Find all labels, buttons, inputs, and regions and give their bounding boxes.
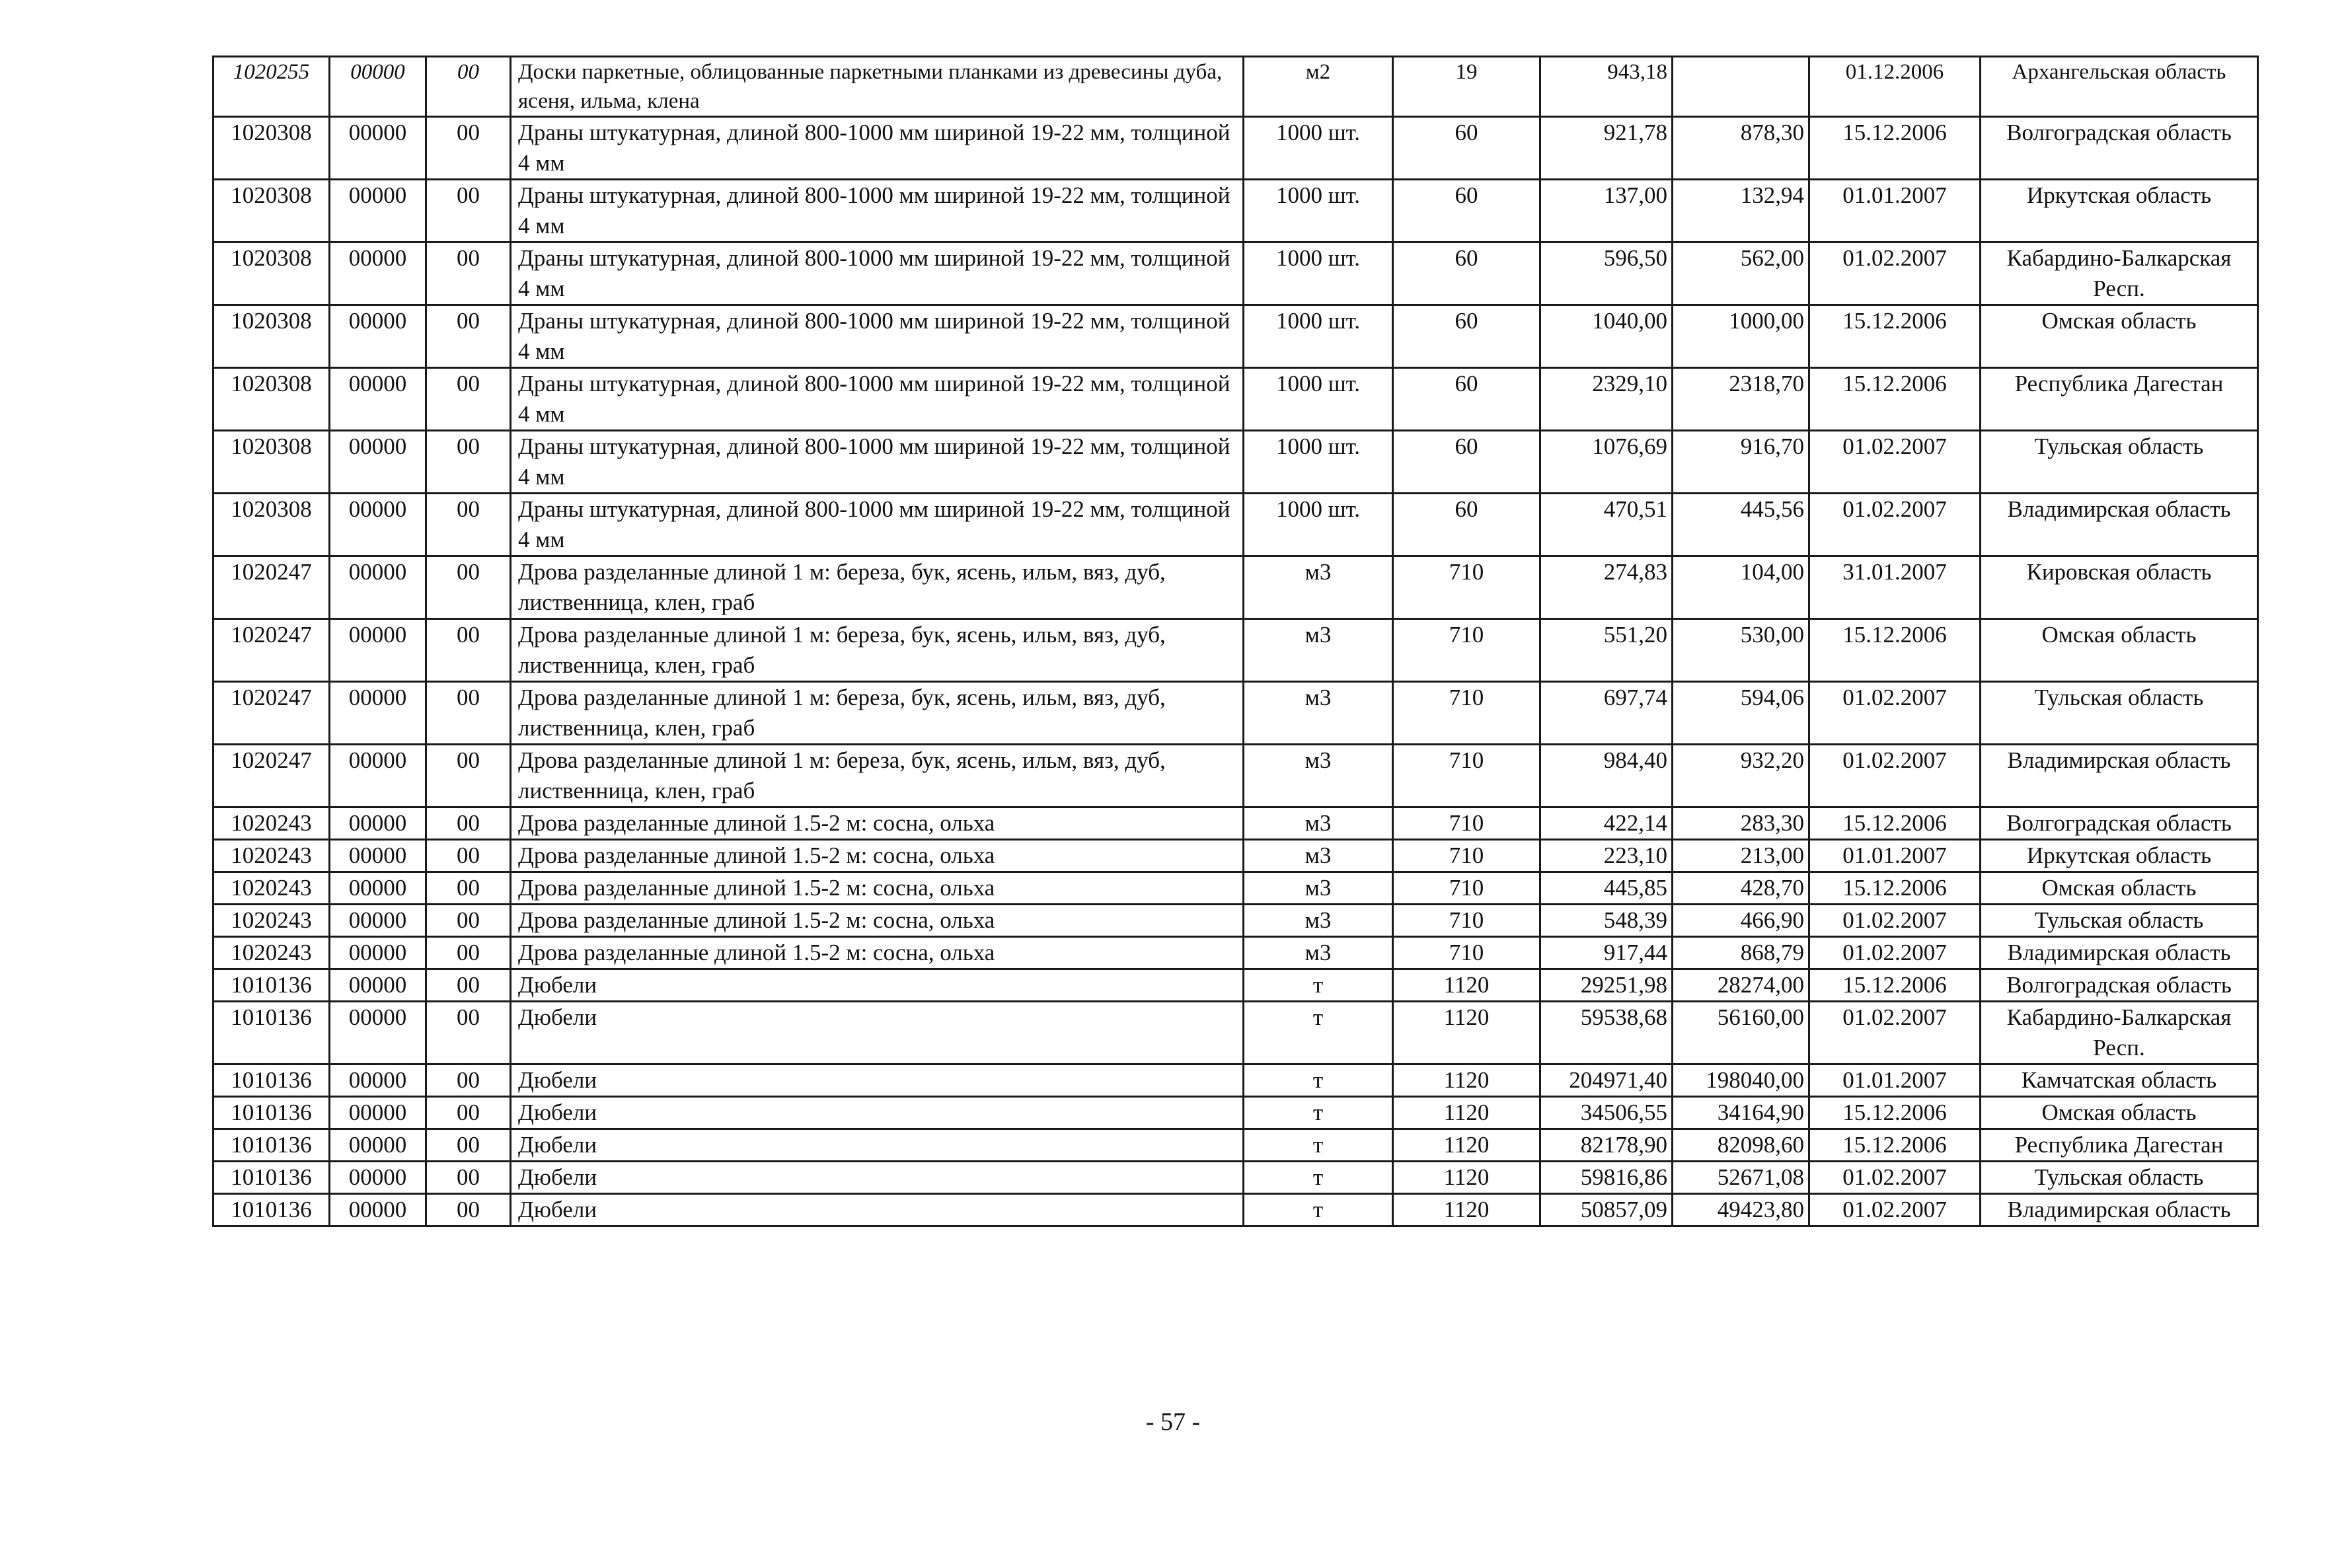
price-cell: 2329,10 — [1540, 368, 1673, 431]
quantity-cell: 1120 — [1393, 969, 1540, 1002]
unit-cell: м3 — [1244, 840, 1393, 872]
subcode2-cell: 00 — [426, 117, 511, 180]
quantity-cell: 1120 — [1393, 1129, 1540, 1162]
item-name-cell: Дюбели — [511, 1129, 1244, 1162]
date-cell: 15.12.2006 — [1809, 807, 1981, 840]
subcode-cell: 00000 — [330, 57, 426, 117]
region-cell: Тульская область — [1981, 1162, 2258, 1194]
date-cell: 01.01.2007 — [1809, 180, 1981, 243]
table-row — [213, 745, 2258, 807]
item-code-cell: 1010136 — [213, 969, 330, 1002]
quantity-cell: 710 — [1393, 905, 1540, 937]
item-name-cell: Дрова разделанные длиной 1 м: береза, бук, ясень, ильм, вяз, дуб, лиственница, клен, граб — [511, 619, 1244, 682]
subcode2-cell: 00 — [426, 368, 511, 431]
price-cell: 697,74 — [1540, 682, 1673, 745]
unit-cell: т — [1244, 1194, 1393, 1226]
table-row — [213, 840, 2258, 872]
unit-cell: м3 — [1244, 619, 1393, 682]
price-table — [212, 56, 2259, 1227]
item-code-cell: 1010136 — [213, 1064, 330, 1097]
subcode2-cell: 00 — [426, 305, 511, 368]
item-code-cell: 1010136 — [213, 1129, 330, 1162]
subcode-cell: 00000 — [330, 494, 426, 556]
item-code-cell: 1010136 — [213, 1002, 330, 1064]
item-name-cell: Драны штукатурная, длиной 800-1000 мм шириной 19-22 мм, толщиной 4 мм — [511, 305, 1244, 368]
date-cell: 15.12.2006 — [1809, 117, 1981, 180]
item-name-cell: Дрова разделанные длиной 1 м: береза, бук, ясень, ильм, вяз, дуб, лиственница, клен, граб — [511, 682, 1244, 745]
unit-cell: м2 — [1244, 57, 1393, 117]
price-alt-cell: 28274,00 — [1673, 969, 1809, 1002]
date-cell: 01.02.2007 — [1809, 1162, 1981, 1194]
price-alt-cell: 1000,00 — [1673, 305, 1809, 368]
subcode2-cell: 00 — [426, 57, 511, 117]
item-code-cell: 1010136 — [213, 1194, 330, 1226]
price-cell: 34506,55 — [1540, 1097, 1673, 1129]
region-cell: Республика Дагестан — [1981, 368, 2258, 431]
subcode2-cell: 00 — [426, 807, 511, 840]
price-alt-cell: 49423,80 — [1673, 1194, 1809, 1226]
subcode-cell: 00000 — [330, 1002, 426, 1064]
price-cell: 59816,86 — [1540, 1162, 1673, 1194]
item-code-cell: 1020243 — [213, 807, 330, 840]
subcode2-cell: 00 — [426, 840, 511, 872]
subcode2-cell: 00 — [426, 1162, 511, 1194]
table-row — [213, 1097, 2258, 1129]
item-name-cell: Драны штукатурная, длиной 800-1000 мм шириной 19-22 мм, толщиной 4 мм — [511, 117, 1244, 180]
region-cell: Омская область — [1981, 305, 2258, 368]
subcode2-cell: 00 — [426, 243, 511, 305]
price-cell: 422,14 — [1540, 807, 1673, 840]
price-alt-cell: 213,00 — [1673, 840, 1809, 872]
quantity-cell: 1120 — [1393, 1194, 1540, 1226]
unit-cell: 1000 шт. — [1244, 117, 1393, 180]
table-row — [213, 1129, 2258, 1162]
item-code-cell: 1020255 — [213, 57, 330, 117]
subcode2-cell: 00 — [426, 1129, 511, 1162]
price-alt-cell: 283,30 — [1673, 807, 1809, 840]
price-alt-cell: 445,56 — [1673, 494, 1809, 556]
item-code-cell: 1010136 — [213, 1162, 330, 1194]
item-code-cell: 1020243 — [213, 905, 330, 937]
date-cell: 01.02.2007 — [1809, 682, 1981, 745]
date-cell: 15.12.2006 — [1809, 305, 1981, 368]
price-cell: 551,20 — [1540, 619, 1673, 682]
unit-cell: 1000 шт. — [1244, 243, 1393, 305]
subcode2-cell: 00 — [426, 1194, 511, 1226]
date-cell: 01.02.2007 — [1809, 1194, 1981, 1226]
quantity-cell: 1120 — [1393, 1162, 1540, 1194]
price-alt-cell: 916,70 — [1673, 431, 1809, 494]
table-row — [213, 619, 2258, 682]
subcode-cell: 00000 — [330, 937, 426, 969]
item-code-cell: 1020247 — [213, 682, 330, 745]
subcode2-cell: 00 — [426, 431, 511, 494]
region-cell: Владимирская область — [1981, 494, 2258, 556]
price-cell: 921,78 — [1540, 117, 1673, 180]
item-name-cell: Дрова разделанные длиной 1.5-2 м: сосна, ольха — [511, 807, 1244, 840]
region-cell: Волгоградская область — [1981, 117, 2258, 180]
date-cell: 01.02.2007 — [1809, 431, 1981, 494]
item-code-cell: 1020243 — [213, 872, 330, 905]
region-cell: Камчатская область — [1981, 1064, 2258, 1097]
price-alt-cell: 466,90 — [1673, 905, 1809, 937]
subcode-cell: 00000 — [330, 840, 426, 872]
unit-cell: м3 — [1244, 937, 1393, 969]
region-cell: Республика Дагестан — [1981, 1129, 2258, 1162]
quantity-cell: 710 — [1393, 807, 1540, 840]
table-row — [213, 305, 2258, 368]
region-cell: Волгоградская область — [1981, 807, 2258, 840]
quantity-cell: 19 — [1393, 57, 1540, 117]
unit-cell: 1000 шт. — [1244, 180, 1393, 243]
subcode-cell: 00000 — [330, 905, 426, 937]
unit-cell: т — [1244, 1064, 1393, 1097]
quantity-cell: 710 — [1393, 556, 1540, 619]
subcode2-cell: 00 — [426, 969, 511, 1002]
region-cell: Архангельская область — [1981, 57, 2258, 117]
item-code-cell: 1020308 — [213, 305, 330, 368]
subcode-cell: 00000 — [330, 556, 426, 619]
price-alt-cell: 198040,00 — [1673, 1064, 1809, 1097]
item-name-cell: Дюбели — [511, 969, 1244, 1002]
quantity-cell: 710 — [1393, 619, 1540, 682]
price-cell: 274,83 — [1540, 556, 1673, 619]
item-name-cell: Драны штукатурная, длиной 800-1000 мм шириной 19-22 мм, толщиной 4 мм — [511, 431, 1244, 494]
item-code-cell: 1020243 — [213, 840, 330, 872]
unit-cell: м3 — [1244, 905, 1393, 937]
price-alt-cell: 530,00 — [1673, 619, 1809, 682]
item-name-cell: Драны штукатурная, длиной 800-1000 мм шириной 19-22 мм, толщиной 4 мм — [511, 494, 1244, 556]
item-code-cell: 1020308 — [213, 117, 330, 180]
unit-cell: т — [1244, 1002, 1393, 1064]
quantity-cell: 60 — [1393, 494, 1540, 556]
item-name-cell: Драны штукатурная, длиной 800-1000 мм шириной 19-22 мм, толщиной 4 мм — [511, 180, 1244, 243]
subcode2-cell: 00 — [426, 745, 511, 807]
item-name-cell: Дрова разделанные длиной 1 м: береза, бук, ясень, ильм, вяз, дуб, лиственница, клен, граб — [511, 556, 1244, 619]
quantity-cell: 710 — [1393, 840, 1540, 872]
region-cell: Кировская область — [1981, 556, 2258, 619]
price-cell: 984,40 — [1540, 745, 1673, 807]
item-name-cell: Доски паркетные, облицованные паркетными планками из древесины дуба, ясеня, ильма, клена — [511, 57, 1244, 117]
subcode-cell: 00000 — [330, 745, 426, 807]
quantity-cell: 60 — [1393, 305, 1540, 368]
date-cell: 01.12.2006 — [1809, 57, 1981, 117]
price-alt-cell: 52671,08 — [1673, 1162, 1809, 1194]
region-cell: Тульская область — [1981, 682, 2258, 745]
date-cell: 15.12.2006 — [1809, 1097, 1981, 1129]
quantity-cell: 1120 — [1393, 1002, 1540, 1064]
subcode-cell: 00000 — [330, 243, 426, 305]
price-alt-cell: 594,06 — [1673, 682, 1809, 745]
table-row — [213, 872, 2258, 905]
subcode-cell: 00000 — [330, 1097, 426, 1129]
quantity-cell: 60 — [1393, 431, 1540, 494]
price-cell: 1040,00 — [1540, 305, 1673, 368]
item-name-cell: Дрова разделанные длиной 1 м: береза, бук, ясень, ильм, вяз, дуб, лиственница, клен, граб — [511, 745, 1244, 807]
date-cell: 15.12.2006 — [1809, 872, 1981, 905]
quantity-cell: 710 — [1393, 745, 1540, 807]
price-alt-cell: 932,20 — [1673, 745, 1809, 807]
subcode2-cell: 00 — [426, 937, 511, 969]
subcode2-cell: 00 — [426, 1064, 511, 1097]
item-code-cell: 1020308 — [213, 494, 330, 556]
unit-cell: т — [1244, 1097, 1393, 1129]
subcode2-cell: 00 — [426, 1002, 511, 1064]
table-row — [213, 1194, 2258, 1226]
price-cell: 1076,69 — [1540, 431, 1673, 494]
item-name-cell: Дюбели — [511, 1162, 1244, 1194]
subcode-cell: 00000 — [330, 368, 426, 431]
subcode2-cell: 00 — [426, 872, 511, 905]
price-cell: 470,51 — [1540, 494, 1673, 556]
unit-cell: 1000 шт. — [1244, 431, 1393, 494]
subcode-cell: 00000 — [330, 807, 426, 840]
quantity-cell: 710 — [1393, 937, 1540, 969]
table-row — [213, 494, 2258, 556]
region-cell: Тульская область — [1981, 431, 2258, 494]
price-cell: 596,50 — [1540, 243, 1673, 305]
table-row — [213, 969, 2258, 1002]
price-alt-cell: 56160,00 — [1673, 1002, 1809, 1064]
item-code-cell: 1010136 — [213, 1097, 330, 1129]
unit-cell: 1000 шт. — [1244, 305, 1393, 368]
table-row — [213, 57, 2258, 117]
subcode2-cell: 00 — [426, 494, 511, 556]
region-cell: Волгоградская область — [1981, 969, 2258, 1002]
item-name-cell: Дрова разделанные длиной 1.5-2 м: сосна, ольха — [511, 840, 1244, 872]
item-name-cell: Драны штукатурная, длиной 800-1000 мм шириной 19-22 мм, толщиной 4 мм — [511, 368, 1244, 431]
price-cell: 223,10 — [1540, 840, 1673, 872]
price-alt-cell: 428,70 — [1673, 872, 1809, 905]
subcode2-cell: 00 — [426, 1097, 511, 1129]
price-alt-cell: 34164,90 — [1673, 1097, 1809, 1129]
quantity-cell: 60 — [1393, 368, 1540, 431]
region-cell: Кабардино-Балкарская Респ. — [1981, 1002, 2258, 1064]
subcode-cell: 00000 — [330, 180, 426, 243]
date-cell: 15.12.2006 — [1809, 1129, 1981, 1162]
unit-cell: 1000 шт. — [1244, 368, 1393, 431]
quantity-cell: 60 — [1393, 117, 1540, 180]
date-cell: 01.02.2007 — [1809, 494, 1981, 556]
region-cell: Тульская область — [1981, 905, 2258, 937]
item-code-cell: 1020243 — [213, 937, 330, 969]
quantity-cell: 710 — [1393, 682, 1540, 745]
price-alt-cell: 2318,70 — [1673, 368, 1809, 431]
subcode2-cell: 00 — [426, 905, 511, 937]
table-row — [213, 1002, 2258, 1064]
unit-cell: 1000 шт. — [1244, 494, 1393, 556]
price-alt-cell: 132,94 — [1673, 180, 1809, 243]
date-cell: 15.12.2006 — [1809, 619, 1981, 682]
date-cell: 01.01.2007 — [1809, 1064, 1981, 1097]
item-name-cell: Дюбели — [511, 1097, 1244, 1129]
subcode-cell: 00000 — [330, 682, 426, 745]
item-code-cell: 1020247 — [213, 619, 330, 682]
item-name-cell: Дюбели — [511, 1002, 1244, 1064]
region-cell: Иркутская область — [1981, 180, 2258, 243]
date-cell: 31.01.2007 — [1809, 556, 1981, 619]
price-cell: 59538,68 — [1540, 1002, 1673, 1064]
table-row — [213, 937, 2258, 969]
subcode2-cell: 00 — [426, 556, 511, 619]
subcode-cell: 00000 — [330, 872, 426, 905]
region-cell: Кабардино-Балкарская Респ. — [1981, 243, 2258, 305]
subcode2-cell: 00 — [426, 180, 511, 243]
unit-cell: м3 — [1244, 682, 1393, 745]
unit-cell: т — [1244, 1129, 1393, 1162]
item-code-cell: 1020247 — [213, 745, 330, 807]
date-cell: 01.02.2007 — [1809, 937, 1981, 969]
item-name-cell: Дюбели — [511, 1194, 1244, 1226]
table-row — [213, 682, 2258, 745]
quantity-cell: 1120 — [1393, 1097, 1540, 1129]
date-cell: 15.12.2006 — [1809, 969, 1981, 1002]
subcode2-cell: 00 — [426, 619, 511, 682]
price-cell: 445,85 — [1540, 872, 1673, 905]
table-row — [213, 180, 2258, 243]
price-cell: 917,44 — [1540, 937, 1673, 969]
date-cell: 01.02.2007 — [1809, 1002, 1981, 1064]
price-cell: 548,39 — [1540, 905, 1673, 937]
table-row — [213, 556, 2258, 619]
page-number: - 57 - — [1145, 1408, 1201, 1436]
item-code-cell: 1020247 — [213, 556, 330, 619]
subcode-cell: 00000 — [330, 1194, 426, 1226]
table-row — [213, 1064, 2258, 1097]
price-alt-cell: 104,00 — [1673, 556, 1809, 619]
table-row — [213, 431, 2258, 494]
region-cell: Владимирская область — [1981, 1194, 2258, 1226]
unit-cell: м3 — [1244, 872, 1393, 905]
price-alt-cell: 878,30 — [1673, 117, 1809, 180]
price-cell: 943,18 — [1540, 57, 1673, 117]
price-alt-cell: 868,79 — [1673, 937, 1809, 969]
price-cell: 50857,09 — [1540, 1194, 1673, 1226]
item-code-cell: 1020308 — [213, 431, 330, 494]
region-cell: Иркутская область — [1981, 840, 2258, 872]
item-name-cell: Дрова разделанные длиной 1.5-2 м: сосна, ольха — [511, 905, 1244, 937]
unit-cell: т — [1244, 1162, 1393, 1194]
date-cell: 01.02.2007 — [1809, 745, 1981, 807]
price-cell: 82178,90 — [1540, 1129, 1673, 1162]
table-row — [213, 368, 2258, 431]
subcode-cell: 00000 — [330, 1064, 426, 1097]
date-cell: 01.02.2007 — [1809, 243, 1981, 305]
item-name-cell: Драны штукатурная, длиной 800-1000 мм шириной 19-22 мм, толщиной 4 мм — [511, 243, 1244, 305]
price-alt-cell: 82098,60 — [1673, 1129, 1809, 1162]
region-cell: Омская область — [1981, 619, 2258, 682]
item-code-cell: 1020308 — [213, 180, 330, 243]
unit-cell: м3 — [1244, 807, 1393, 840]
table-body — [213, 57, 2258, 1226]
item-code-cell: 1020308 — [213, 243, 330, 305]
price-cell: 204971,40 — [1540, 1064, 1673, 1097]
item-code-cell: 1020308 — [213, 368, 330, 431]
subcode-cell: 00000 — [330, 1129, 426, 1162]
price-cell: 29251,98 — [1540, 969, 1673, 1002]
date-cell: 15.12.2006 — [1809, 368, 1981, 431]
table-row — [213, 1162, 2258, 1194]
subcode-cell: 00000 — [330, 305, 426, 368]
subcode-cell: 00000 — [330, 431, 426, 494]
table-row — [213, 905, 2258, 937]
quantity-cell: 60 — [1393, 243, 1540, 305]
price-alt-cell: 562,00 — [1673, 243, 1809, 305]
subcode2-cell: 00 — [426, 682, 511, 745]
table-row — [213, 243, 2258, 305]
unit-cell: м3 — [1244, 745, 1393, 807]
unit-cell: м3 — [1244, 556, 1393, 619]
item-name-cell: Дюбели — [511, 1064, 1244, 1097]
price-cell: 137,00 — [1540, 180, 1673, 243]
region-cell: Омская область — [1981, 1097, 2258, 1129]
region-cell: Омская область — [1981, 872, 2258, 905]
table-row — [213, 807, 2258, 840]
item-name-cell: Дрова разделанные длиной 1.5-2 м: сосна, ольха — [511, 937, 1244, 969]
table-row — [213, 117, 2258, 180]
subcode-cell: 00000 — [330, 1162, 426, 1194]
item-name-cell: Дрова разделанные длиной 1.5-2 м: сосна, ольха — [511, 872, 1244, 905]
subcode-cell: 00000 — [330, 117, 426, 180]
subcode-cell: 00000 — [330, 969, 426, 1002]
region-cell: Владимирская область — [1981, 937, 2258, 969]
quantity-cell: 60 — [1393, 180, 1540, 243]
quantity-cell: 710 — [1393, 872, 1540, 905]
unit-cell: т — [1244, 969, 1393, 1002]
date-cell: 01.02.2007 — [1809, 905, 1981, 937]
price-alt-cell — [1673, 57, 1809, 117]
quantity-cell: 1120 — [1393, 1064, 1540, 1097]
subcode-cell: 00000 — [330, 619, 426, 682]
region-cell: Владимирская область — [1981, 745, 2258, 807]
date-cell: 01.01.2007 — [1809, 840, 1981, 872]
